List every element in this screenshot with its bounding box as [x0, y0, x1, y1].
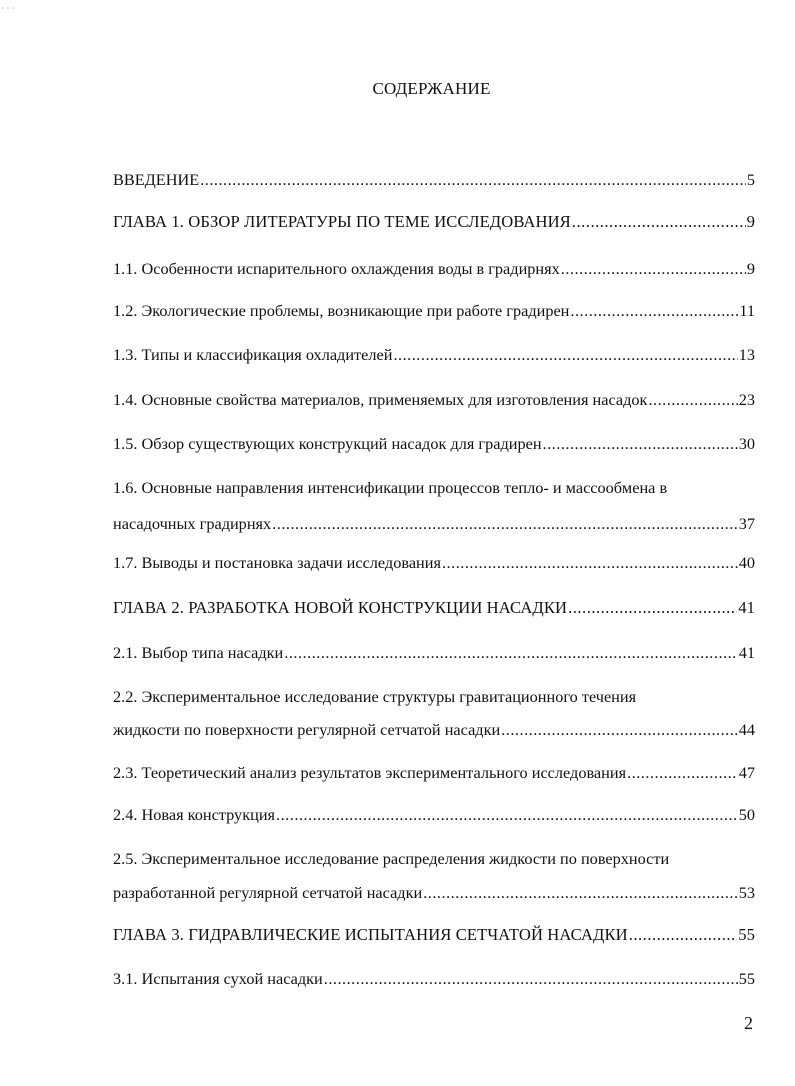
toc-entry-1-3[interactable]: [113, 341, 755, 369]
toc-entry-page: 9: [746, 259, 755, 278]
toc-entry-1-1[interactable]: [113, 255, 755, 283]
toc-leader-dots: [393, 341, 737, 369]
toc-entry-3-1[interactable]: [113, 965, 755, 993]
toc-entry-text: ВВЕДЕНИЕ: [113, 170, 200, 189]
toc-entry-text: 1.5. Обзор существующих конструкций насадок для градирен: [113, 434, 542, 453]
toc-entry-1-5[interactable]: [113, 430, 755, 458]
toc-leader-dots: [572, 208, 746, 236]
toc-entry-page: 53: [738, 883, 755, 902]
toc-entry-page: 5: [746, 170, 755, 189]
toc-leader-dots: [200, 166, 746, 194]
toc-leader-dots: [568, 594, 737, 622]
toc-entry-page: 55: [738, 925, 755, 944]
toc-entry-page: 41: [738, 598, 755, 617]
toc-entry-page: 23: [738, 390, 755, 409]
toc-entry-text-line-1: 2.2. Экспериментальное исследование структуры гравитационного течения: [113, 687, 637, 706]
toc-entry-1-7[interactable]: [113, 549, 755, 577]
toc-entry-text: 3.1. Испытания сухой насадки: [113, 969, 323, 988]
toc-entry-page: 9: [746, 212, 755, 231]
toc-entry-text: 1.2. Экологические проблемы, возникающие при работе градирен: [113, 301, 570, 320]
toc-entry-page: 44: [738, 720, 755, 739]
toc-entry-text: ГЛАВА 3. ГИДРАВЛИЧЕСКИЕ ИСПЫТАНИЯ СЕТЧАТОЙ НАСАДКИ: [113, 925, 628, 944]
toc-entry-text: 1.7. Выводы и постановка задачи исследования: [113, 553, 441, 572]
toc-entry-chapter-1[interactable]: [113, 208, 755, 236]
toc-entry-text: 2.1. Выбор типа насадки: [113, 643, 284, 662]
page-number: 2: [744, 1013, 753, 1033]
toc-entry-page: 37: [738, 514, 755, 533]
toc-leader-dots: [570, 297, 738, 325]
toc-leader-dots: [272, 510, 738, 538]
toc-leader-dots: [629, 921, 737, 949]
toc-entry-text: 2.4. Новая конструкция: [113, 805, 276, 824]
toc-entry-page: 47: [738, 763, 755, 782]
toc-entry-text: 1.1. Особенности испарительного охлаждения воды в градирнях: [113, 259, 560, 278]
scan-artifact: · · ·: [2, 4, 14, 13]
toc-entry-chapter-3[interactable]: [113, 921, 755, 949]
toc-entry-text: ГЛАВА 2. РАЗРАБОТКА НОВОЙ КОНСТРУКЦИИ НАСАДКИ: [113, 598, 568, 617]
toc-entry-2-4[interactable]: [113, 801, 755, 829]
toc-entry-page: 50: [738, 805, 755, 824]
toc-leader-dots: [648, 386, 737, 414]
toc-entry-text: 2.3. Теоретический анализ результатов экспериментального исследования: [113, 763, 627, 782]
toc-leader-dots: [423, 879, 738, 907]
toc-entry-page: 41: [738, 643, 755, 662]
toc-entry-1-2[interactable]: [113, 297, 755, 325]
toc-entry-page: 30: [738, 434, 755, 453]
toc-entry-page: 55: [738, 969, 755, 988]
toc-leader-dots: [627, 759, 738, 787]
toc-entry-text: жидкости по поверхности регулярной сетчатой насадки: [113, 720, 501, 739]
toc-leader-dots: [442, 549, 738, 577]
page-title: СОДЕРЖАНИЕ: [372, 79, 491, 98]
toc-entry-text: ГЛАВА 1. ОБЗОР ЛИТЕРАТУРЫ ПО ТЕМЕ ИССЛЕДОВАНИЯ: [113, 212, 571, 231]
toc-entry-text: разработанной регулярной сетчатой насадки: [113, 883, 423, 902]
toc-entry-introduction[interactable]: [113, 166, 755, 194]
toc-leader-dots: [501, 716, 738, 744]
toc-entry-2-2[interactable]: [113, 683, 755, 744]
toc-entry-page: 13: [738, 345, 755, 364]
toc-entry-chapter-2[interactable]: [113, 594, 755, 622]
toc-leader-dots: [276, 801, 738, 829]
toc-entry-1-4[interactable]: [113, 386, 755, 414]
toc-entry-2-1[interactable]: [113, 639, 755, 667]
toc-entry-text: 1.4. Основные свойства материалов, применяемых для изготовления насадок: [113, 390, 648, 409]
toc-leader-dots: [561, 255, 746, 283]
toc-entry-text-line-1: 1.6. Основные направления интенсификации процессов тепло- и массообмена в: [113, 478, 668, 497]
toc-entry-2-5[interactable]: [113, 845, 755, 907]
toc-entry-1-6[interactable]: [113, 474, 755, 538]
toc-leader-dots: [284, 639, 737, 667]
toc-entry-text: насадочных градирнях: [113, 514, 272, 533]
toc-leader-dots: [324, 965, 738, 993]
toc-leader-dots: [543, 430, 738, 458]
toc-entry-page: 40: [738, 553, 755, 572]
toc-entry-2-3[interactable]: [113, 759, 755, 787]
toc-entry-text-line-1: 2.5. Экспериментальное исследование распределения жидкости по поверхности: [113, 849, 670, 868]
toc-entry-text: 1.3. Типы и классификация охладителей: [113, 345, 393, 364]
toc-entry-page: 11: [739, 301, 755, 320]
